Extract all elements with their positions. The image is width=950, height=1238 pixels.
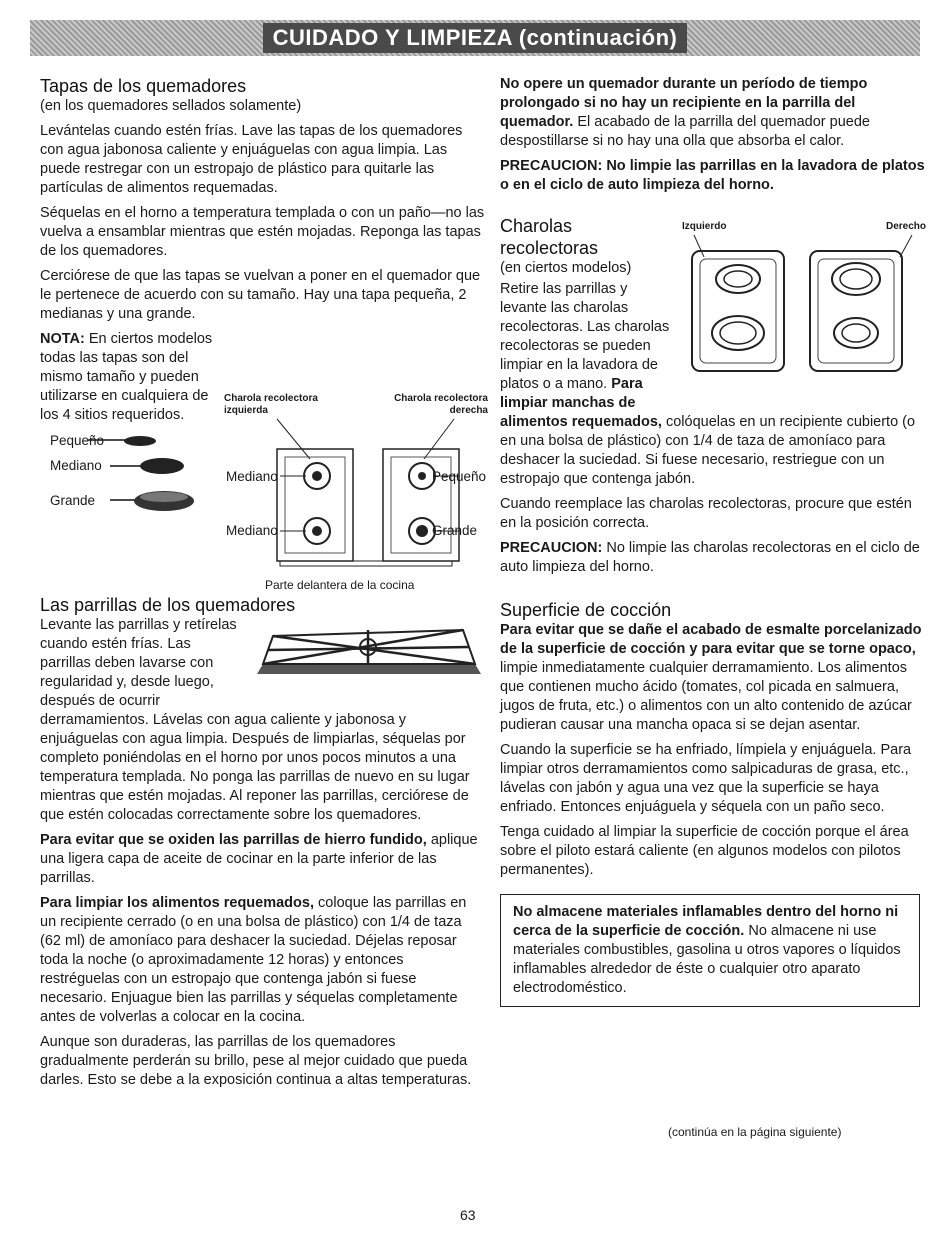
no-pan-warning bbox=[500, 75, 930, 151]
drip-pans-subheading: (en ciertos modelos) bbox=[500, 260, 632, 276]
burner-label-bottom-left: Mediano bbox=[226, 523, 278, 538]
cap-medium-label: Mediano bbox=[50, 458, 102, 473]
drip-pans-drawing bbox=[680, 217, 930, 382]
surface-paragraph bbox=[500, 621, 930, 735]
drip-caution-bold: PRECAUCION: bbox=[500, 540, 603, 556]
drip-fig-left-label: Izquierdo bbox=[682, 221, 727, 232]
burner-caps-heading: Tapas de los quemadores bbox=[40, 76, 247, 96]
grates-burnt-bold: Para limpiar los alimentos requemados, bbox=[40, 895, 314, 911]
grates-caution-bold: PRECAUCION: No limpie las parrillas en la lavadora de platos o en el ciclo de auto limpieza del horno. bbox=[500, 158, 925, 193]
figure-caption: Parte delantera de la cocina bbox=[265, 578, 415, 592]
cap-small-label: Pequeño bbox=[50, 433, 105, 448]
surface-bold: Para evitar que se dañe el acabado de esmalte porcelanizado de la superficie de cocción y para evitar que se torne opaco, bbox=[500, 622, 922, 657]
drip-rest: colóquelas en un recipiente cubierto (o en una bolsa de plástico) con 1/4 de taza de amoníaco para deshacer la suciedad. Si fuese necesario, restriegue con un estropajo que contenga jabón. bbox=[500, 414, 916, 487]
page-title: CUIDADO Y LIMPIEZA (continuación) bbox=[263, 23, 688, 53]
drip-text: Retire las parrillas y levante las charolas recolectoras. Las charolas recolectoras se pueden limpiar en la lavadora de platos o a mano. bbox=[500, 281, 670, 392]
continued-note: (continúa en la página siguiente) bbox=[668, 1125, 842, 1139]
surface-heading: Superficie de cocción bbox=[500, 600, 672, 620]
grates-rust-bold: Para evitar que se oxiden las parrillas de hierro fundido, bbox=[40, 832, 427, 848]
drip-pans-section bbox=[500, 215, 930, 577]
drip-caution-text: No limpie las charolas recolectoras en el ciclo de auto limpieza del horno. bbox=[500, 540, 920, 575]
drip-pans-replace: Cuando reemplace las charolas recolectoras, procure que estén en la posición correcta. bbox=[500, 496, 912, 531]
drip-pans-heading: Charolas recolectoras bbox=[500, 216, 599, 258]
grates-block bbox=[40, 616, 485, 1090]
burner-caps-figure bbox=[40, 369, 488, 594]
note-label: NOTA: bbox=[40, 331, 85, 347]
burner-label-top-right: Pequeño bbox=[432, 469, 487, 484]
burner-label-top-left: Mediano bbox=[226, 469, 278, 484]
grates-text: Levante las parrillas y retírelas cuando estén frías. Las parrillas deben lavarse con regularidad y, desde luego, después de ocurrir derramamientos. Lávelas con agua caliente y jabonosa y enjuáguelas con agua limpia. Después de limpiarlas, séquelas por completo poniéndolas en el horno por unos pocos minutos a una temperatura templada. No ponga las parrillas de nuevo en su lugar mientras que estén mojadas. Al reponer las parrillas, cerciórese de que estén colocadas correctamente sobre los quemadores. bbox=[40, 617, 470, 823]
page-number: 63 bbox=[460, 1207, 476, 1223]
left-column bbox=[40, 75, 488, 1096]
grates-rust-text: aplique una ligera capa de aceite de cocinar en la parte inferior de las parrillas. bbox=[40, 832, 478, 886]
drip-pan-right-label: Charola recolectora derecha bbox=[394, 393, 488, 416]
no-pan-bold: No opere un quemador durante un período de tiempo prolongado si no hay un recipiente en la parrilla del quemador. bbox=[500, 76, 868, 130]
grates-burnt-paragraph bbox=[40, 894, 485, 1027]
grates-burnt-text: coloque las parrillas en un recipiente cerrado (o en una bolsa de plástico) con 1/4 de taza (62 ml) de amoníaco para deshacer la suciedad. Déjelas reposar toda la noche (o aproximadamente 12 horas) y entonces restréguelas con un estropajo que contenga jabón si fuese necesario. Enjuague bien las parrillas y séquelas completamente antes de volverlas a colocar en la cocina. bbox=[40, 895, 467, 1025]
grates-caution bbox=[500, 157, 930, 195]
surface-paragraph: Tenga cuidado al limpiar la superficie de cocción porque el área sobre el piloto estará caliente (en algunos modelos con pilotos permanentes). bbox=[500, 824, 909, 878]
warning-bold: No almacene materiales inflamables dentro del horno ni cerca de la superficie de cocción. bbox=[513, 904, 899, 939]
warning-text: No almacene ni use materiales combustibles, gasolina u otros vapores o líquidos inflamables alrededor de éste o cualquier otro aparato electrodoméstico. bbox=[513, 923, 901, 996]
grates-shine-paragraph: Aunque son duraderas, las parrillas de los quemadores gradualmente perderán su brillo, pese al mejor cuidado que pueda darles. Esto se debe a la exposición continua a altas temperaturas. bbox=[40, 1034, 472, 1088]
cap-large-label: Grande bbox=[50, 493, 96, 508]
surface-paragraph: Cuando la superficie se ha enfriado, límpiela y enjuáguela. Para limpiar otros derramamientos como salpicaduras de grasa, etc., lávelas con jabón y agua una vez que la superficie se haya enfriado. Entonces enjuáguela y séquela con un paño seco. bbox=[500, 742, 912, 815]
grates-heading: Las parrillas de los quemadores bbox=[40, 595, 296, 615]
burner-caps-paragraph: Cerciórese de que las tapas se vuelvan a poner en el quemador que le pertenece de acuerdo con su tamaño. Hay una tapa pequeña, 2 medianas y una grande. bbox=[40, 268, 481, 322]
surface-text: limpie inmediatamente cualquier derramamiento. Los alimentos que contienen mucho ácido (tomates, col picada en salmuera, jugos de fruta, etc.) o alimentos con un alto contenido de azúcar pudieran causar una mancha opaca si se dejan asentar. bbox=[500, 660, 912, 733]
drip-pans-figure bbox=[680, 217, 930, 382]
burner-caps-subheading: (en los quemadores sellados solamente) bbox=[40, 98, 302, 114]
note-text: En ciertos modelos todas las tapas son del mismo tamaño y pueden utilizarse en cualquiera de los 4 sitios requeridos. bbox=[40, 331, 213, 423]
burner-caps-paragraph: Levántelas cuando estén frías. Lave las tapas de los quemadores con agua jabonosa caliente y enjuáguelas con agua limpia. Las puede restregar con un estropajo de plástico para quitarle las partículas de alimentos requemadas. bbox=[40, 123, 463, 196]
burner-label-bottom-right: Grande bbox=[432, 523, 478, 538]
drip-fig-right-label: Derecho bbox=[885, 221, 926, 232]
drip-pans-caution bbox=[500, 539, 930, 577]
no-pan-text: El acabado de la parrilla del quemador puede despostillarse si no hay una olla que absorba el calor. bbox=[500, 114, 870, 149]
drip-pan-left-label: Charola recolectora izquierda bbox=[224, 393, 318, 416]
drip-bold: Para limpiar manchas de alimentos requemados, bbox=[500, 376, 662, 430]
burner-caps-paragraph: Séquelas en el horno a temperatura templada o con un paño—no las vuelva a ensamblar mientras que estén mojadas. Reponga las tapas de los quemadores. bbox=[40, 205, 485, 259]
grate-illustration bbox=[253, 616, 485, 678]
flammable-warning-box bbox=[500, 894, 920, 1007]
section-banner bbox=[30, 20, 920, 56]
grates-rust-paragraph bbox=[40, 831, 485, 888]
right-column bbox=[500, 75, 930, 1007]
